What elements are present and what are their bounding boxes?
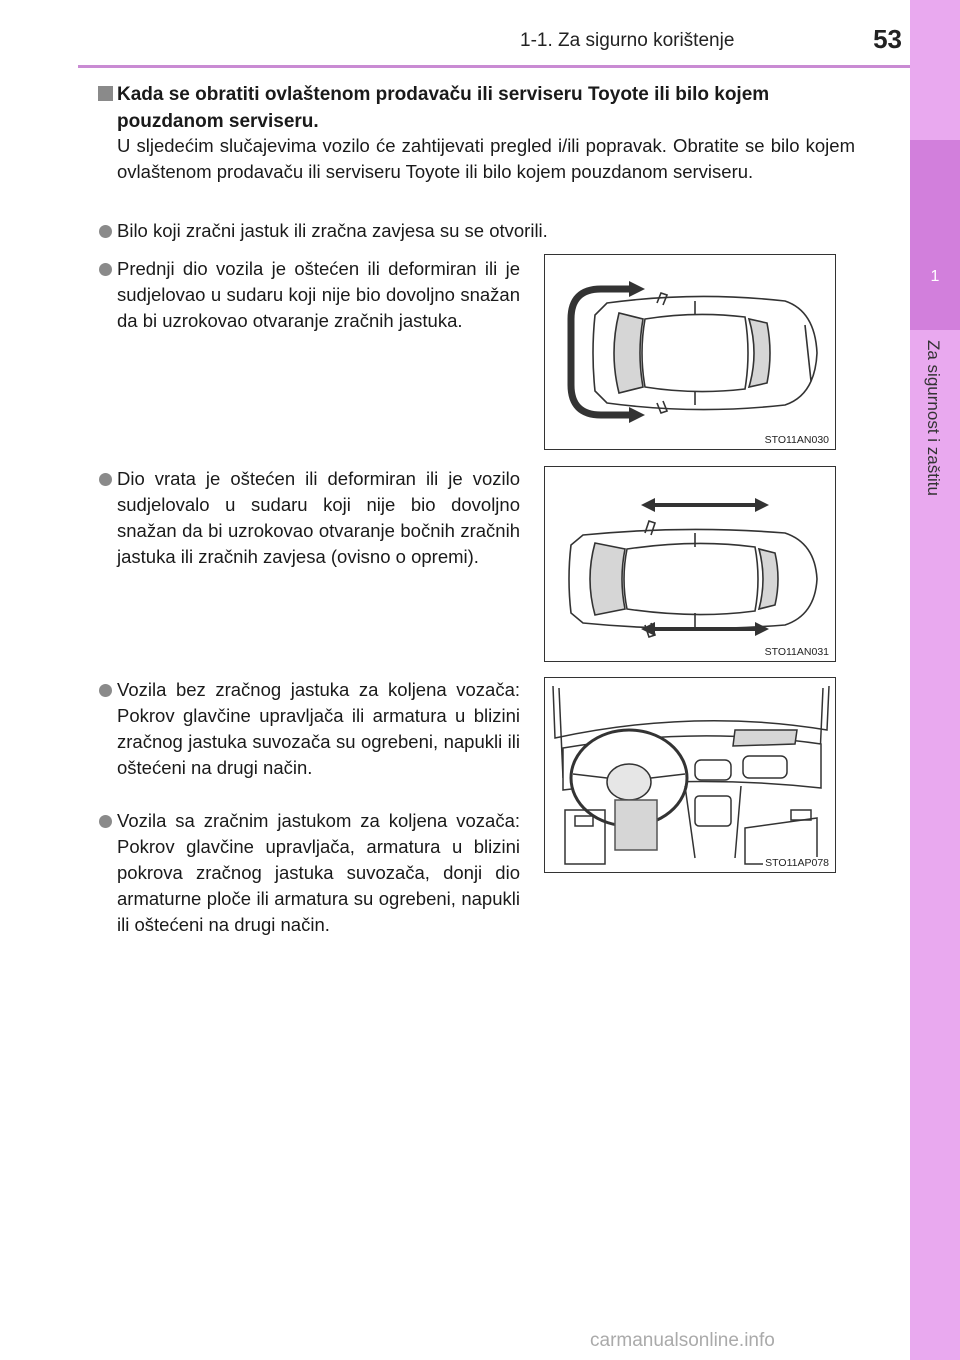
bullet-text: Vozila sa zračnim jastukom za koljena vozača: Pokrov glavčine upravljača, armatura u blizini pokrova zračnog jastuka suvozača, donji dio armaturne ploče ili armatura su ogrebeni, napukli ili oštećeni na drugi način. bbox=[117, 810, 520, 935]
chapter-number: 1 bbox=[930, 268, 940, 285]
page-number: 53 bbox=[873, 24, 902, 54]
bullet-text: Vozila bez zračnog jastuka za koljena vozača: Pokrov glavčine upravljača ili armatura u blizini zračnog jastuka suvozača su ogrebeni, napukli ili oštećeni na drugi način. bbox=[117, 679, 520, 778]
bullet-dot-icon bbox=[99, 815, 112, 828]
bullet-item bbox=[99, 218, 859, 244]
section-intro: U sljedećim slučajevima vozilo će zahtijevati pregled i/ili popravak. Obratite se bilo kojem ovlaštenom prodavaču ili serviseru Toyote ili bilo kojem pouzdanom serviseru. bbox=[117, 135, 855, 182]
bullet-dot-icon bbox=[99, 263, 112, 276]
chapter-tab-highlight bbox=[910, 140, 960, 330]
figure-code: STO11AN031 bbox=[764, 646, 829, 658]
bullet-text: Dio vrata je oštećen ili deformiran ili je vozilo sudjelovalo u sudaru koji nije bio dovoljno snažan da bi uzrokovao otvaranje bočnih zračnih jastuka ili zračnih zavjesa (ovisno o opremi). bbox=[117, 468, 520, 567]
chapter-title: Za sigurnost i zaštitu bbox=[924, 340, 943, 496]
section-heading-text: Kada se obratiti ovlaštenom prodavaču ili serviseru Toyote ili bilo kojem pouzdanom serviseru. bbox=[117, 84, 770, 132]
bullet-dot-icon bbox=[99, 473, 112, 486]
dashboard-interior-icon bbox=[545, 678, 836, 873]
bullet-dot-icon bbox=[99, 225, 112, 238]
square-bullet-icon bbox=[98, 86, 113, 101]
figure-side-impact bbox=[544, 466, 836, 662]
figure-dashboard bbox=[544, 677, 836, 873]
bullet-item bbox=[99, 256, 520, 334]
chapter-side-tab bbox=[910, 0, 960, 1360]
figure-code: STO11AN030 bbox=[764, 434, 829, 446]
figure-front-impact bbox=[544, 254, 836, 450]
section-heading bbox=[98, 81, 868, 135]
bullet-dot-icon bbox=[99, 684, 112, 697]
bullet-text: Prednji dio vozila je oštećen ili deformiran ili je sudjelovao u sudaru koji nije bio dovoljno snažan da bi uzrokovao otvaranje zračnih jastuka. bbox=[117, 258, 520, 331]
car-front-impact-icon bbox=[545, 255, 836, 450]
watermark: carmanualsonline.info bbox=[590, 1330, 775, 1351]
bullet-text: Bilo koji zračni jastuk ili zračna zavjesa su se otvorili. bbox=[117, 220, 548, 241]
bullet-item bbox=[99, 677, 520, 781]
car-side-impact-icon bbox=[545, 467, 836, 662]
bullet-item bbox=[99, 808, 520, 938]
bullet-item bbox=[99, 466, 520, 570]
header-divider bbox=[78, 65, 910, 68]
figure-code: STO11AP078 bbox=[765, 857, 829, 869]
running-header-title: 1-1. Za sigurno korištenje bbox=[520, 30, 735, 51]
